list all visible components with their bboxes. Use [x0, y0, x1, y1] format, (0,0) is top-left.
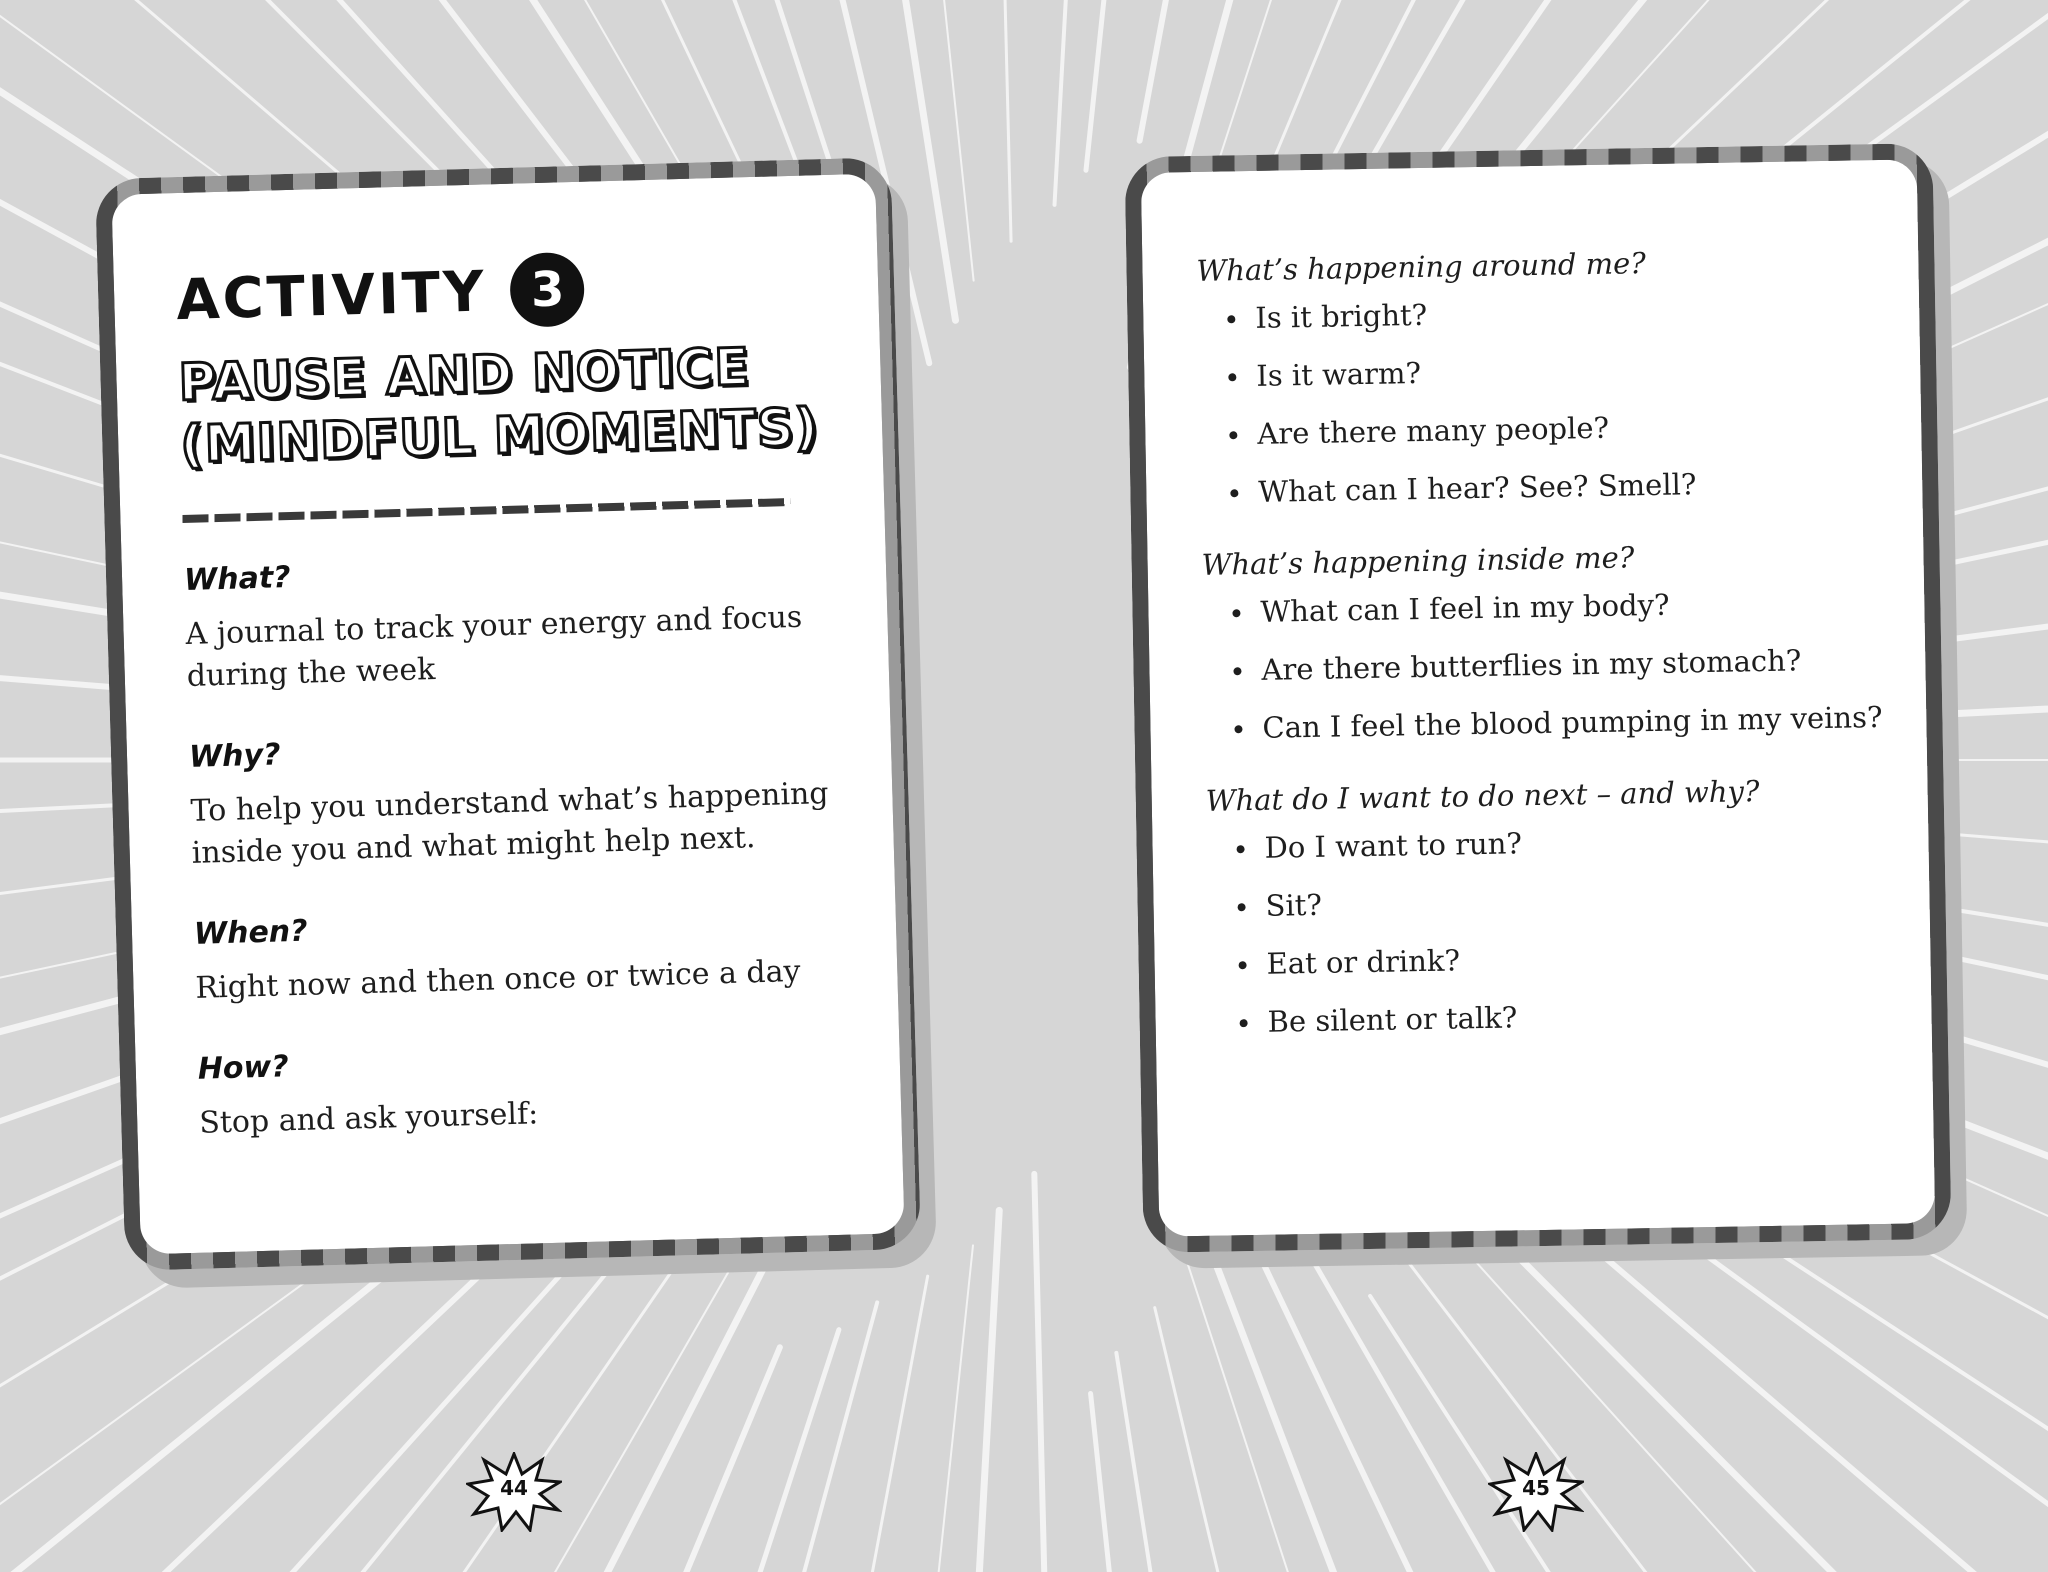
activity-heading — [175, 245, 831, 337]
activity-card-right — [1124, 143, 1951, 1253]
speed-line — [560, 0, 829, 160]
what-heading: What? — [183, 560, 292, 598]
section-around-me — [1196, 242, 1882, 514]
question-list — [1206, 816, 1892, 1044]
list-item: What can I hear? See? Smell? — [1258, 460, 1883, 513]
dashed-divider — [182, 498, 790, 523]
activity-label: ACTIVITY — [175, 258, 488, 333]
how-text: Stop and ask yourself: — [198, 1096, 539, 1141]
page-number-right — [1488, 1452, 1584, 1532]
question-list — [1202, 580, 1887, 750]
section-what-next — [1205, 772, 1891, 1044]
speed-line — [1155, 1308, 1373, 1572]
activity-card-left — [95, 157, 921, 1271]
activity-number-badge: 3 — [510, 252, 586, 328]
speed-line — [1370, 1296, 1838, 1572]
list-item: Is it bright? — [1255, 286, 1880, 339]
why-text: To help you understand what’s happening inside you and what might help next. — [190, 776, 829, 871]
how-heading: How? — [197, 1049, 290, 1087]
when-heading: When? — [193, 913, 309, 952]
speed-line — [632, 1302, 877, 1572]
section-heading: What do I want to do next – and why? — [1205, 774, 1760, 818]
list-item: What can I feel in my body? — [1260, 580, 1885, 633]
list-item: Sit? — [1265, 874, 1890, 927]
question-list — [1197, 286, 1883, 514]
speed-line — [1140, 0, 1300, 141]
list-item: Eat or drink? — [1266, 932, 1891, 985]
section-heading: What’s happening inside me? — [1201, 540, 1635, 582]
what-text: A journal to track your energy and focus during the week — [185, 599, 803, 694]
activity-title-line-1: PAUSE AND NOTICE — [177, 338, 751, 414]
list-item: Is it warm? — [1256, 344, 1881, 397]
speed-line — [1086, 0, 1181, 170]
list-item: Are there many people? — [1257, 402, 1882, 455]
list-item: Be silent or talk? — [1267, 990, 1892, 1043]
speed-line — [1116, 1353, 1255, 1572]
activity-title — [178, 335, 835, 477]
why-heading: Why? — [188, 737, 281, 775]
speed-line — [1034, 1174, 1061, 1572]
list-item: Can I feel the blood pumping in my veins? — [1262, 696, 1887, 749]
section-heading: What’s happening around me? — [1196, 246, 1647, 288]
page-number-left — [466, 1452, 562, 1532]
when-text: Right now and then once or twice a day — [195, 953, 801, 1006]
activity-title-line-2: (MINDFUL MOMENTS) — [179, 398, 820, 476]
speed-line — [987, 0, 1011, 241]
section-inside-me — [1201, 536, 1886, 750]
page-number-text: 45 — [1522, 1476, 1550, 1500]
page-number-text: 44 — [500, 1476, 528, 1500]
list-item: Are there butterflies in my stomach? — [1261, 638, 1886, 691]
list-item: Do I want to run? — [1264, 816, 1889, 869]
